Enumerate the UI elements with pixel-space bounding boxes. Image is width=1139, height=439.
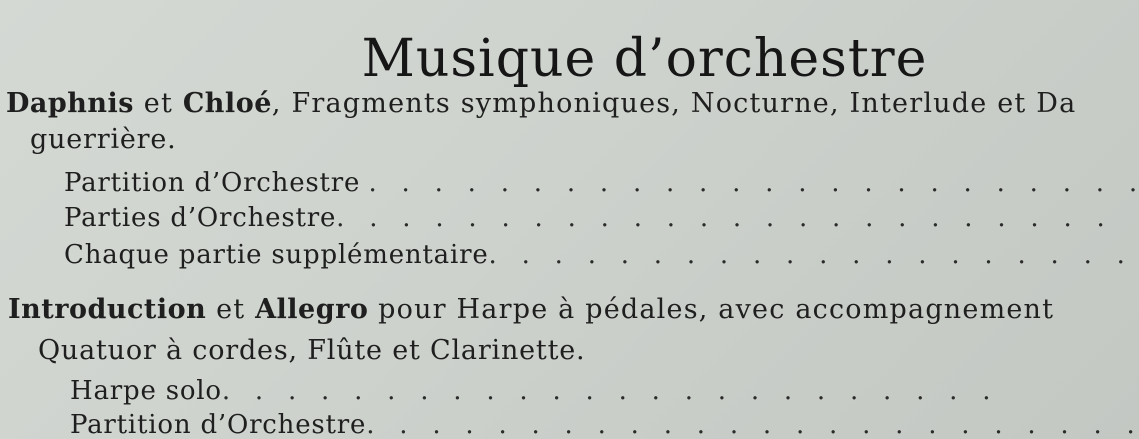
item-label: Partition d’Orchestre bbox=[64, 168, 361, 198]
item-label: Parties d’Orchestre bbox=[64, 203, 337, 233]
item-label: Harpe solo bbox=[70, 376, 222, 406]
list-item bbox=[64, 201, 1139, 235]
dot-leader bbox=[336, 203, 1105, 233]
work-title-join: et bbox=[134, 88, 183, 119]
work-title-part: Chloé bbox=[182, 88, 272, 119]
entry-heading bbox=[8, 293, 1054, 327]
work-title-join: et bbox=[206, 294, 256, 325]
dot-leader bbox=[366, 410, 1135, 439]
list-item bbox=[64, 238, 1139, 272]
work-title-part: Allegro bbox=[255, 294, 369, 325]
work-description-continued: guerrière. bbox=[30, 124, 177, 155]
work-description: pour Harpe à pédales, avec accompagnement bbox=[368, 294, 1055, 325]
item-label: Chaque partie supplémentaire bbox=[64, 240, 489, 270]
work-title-part: Daphnis bbox=[6, 88, 135, 119]
dot-leader bbox=[222, 376, 991, 406]
dot-leader bbox=[360, 168, 1137, 198]
list-item bbox=[70, 374, 1139, 408]
work-description: , Fragments symphoniques, Nocturne, Interlude et Da bbox=[271, 88, 1077, 119]
dot-leader bbox=[489, 240, 1139, 270]
entry-heading bbox=[6, 87, 1076, 121]
work-title-part: Introduction bbox=[8, 294, 207, 325]
work-description-continued: Quatuor à cordes, Flûte et Clarinette. bbox=[38, 335, 586, 366]
list-item bbox=[70, 408, 1139, 439]
list-item bbox=[64, 166, 1139, 200]
item-label: Partition d’Orchestre bbox=[70, 410, 367, 439]
section-title: Musique d’orchestre bbox=[361, 28, 928, 89]
